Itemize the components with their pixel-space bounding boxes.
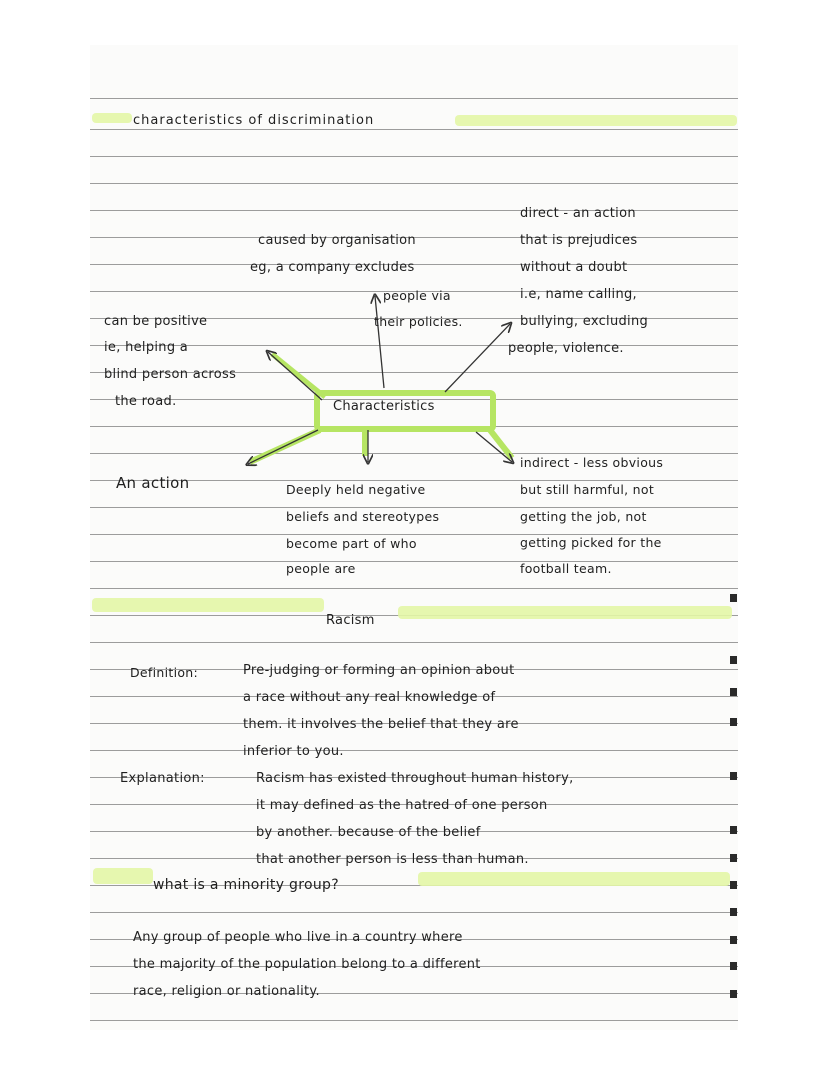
positive-line: can be positive <box>104 314 208 329</box>
arrow-to-caused-by <box>375 296 384 388</box>
arrow-highlight <box>490 430 512 458</box>
direct-line: people, violence. <box>508 341 624 356</box>
caused-by-line: caused by organisation <box>258 233 416 248</box>
an-action: An action <box>116 474 190 492</box>
explanation-line: Racism has existed throughout human history, <box>256 771 574 786</box>
indirect-line: indirect - less obvious <box>520 455 664 470</box>
definition-line: inferior to you. <box>243 744 344 759</box>
page-title: characteristics of discrimination <box>133 113 375 128</box>
arrow-to-an-action <box>248 430 318 464</box>
minority-answer-line: Any group of people who live in a country where <box>133 930 463 945</box>
arrow-highlight <box>272 354 325 397</box>
caused-by-line: eg, a company excludes <box>250 260 415 275</box>
deeply-held-line: people are <box>286 561 356 576</box>
direct-line: direct - an action <box>520 206 636 221</box>
explanation-line: that another person is less than human. <box>256 852 529 867</box>
direct-line: bullying, excluding <box>520 314 649 329</box>
minority-answer-line: race, religion or nationality. <box>133 984 320 999</box>
indirect-line: football team. <box>520 561 612 576</box>
definition-line: Pre-judging or forming an opinion about <box>243 663 515 678</box>
deeply-held-line: Deeply held negative <box>286 482 426 497</box>
diagram-center: Characteristics <box>333 399 435 414</box>
caused-by-line: people via <box>383 288 451 303</box>
indirect-line: but still harmful, not <box>520 482 655 497</box>
explanation-label: Explanation: <box>120 771 205 786</box>
minority-answer-line: the majority of the population belong to a different <box>133 957 481 972</box>
arrow-to-direct <box>445 324 510 392</box>
direct-line: i.e, name calling, <box>520 287 637 302</box>
definition-label: Definition: <box>130 665 199 680</box>
explanation-line: by another. because of the belief <box>256 825 481 840</box>
racism-heading: Racism <box>326 613 375 628</box>
deeply-held-line: become part of who <box>286 536 417 551</box>
definition-line: a race without any real knowledge of <box>243 690 496 705</box>
explanation-line: it may defined as the hatred of one person <box>256 798 548 813</box>
direct-line: without a doubt <box>520 260 628 275</box>
indirect-line: getting picked for the <box>520 535 662 550</box>
deeply-held-line: beliefs and stereotypes <box>286 509 440 524</box>
indirect-line: getting the job, not <box>520 509 647 524</box>
positive-line: blind person across <box>104 367 237 382</box>
positive-line: the road. <box>115 394 177 409</box>
direct-line: that is prejudices <box>520 233 638 248</box>
caused-by-line: their policies. <box>374 314 463 329</box>
positive-line: ie, helping a <box>104 340 189 355</box>
minority-question: what is a minority group? <box>153 877 339 893</box>
arrow-to-positive <box>268 352 322 400</box>
definition-line: them. it involves the belief that they are <box>243 717 519 732</box>
